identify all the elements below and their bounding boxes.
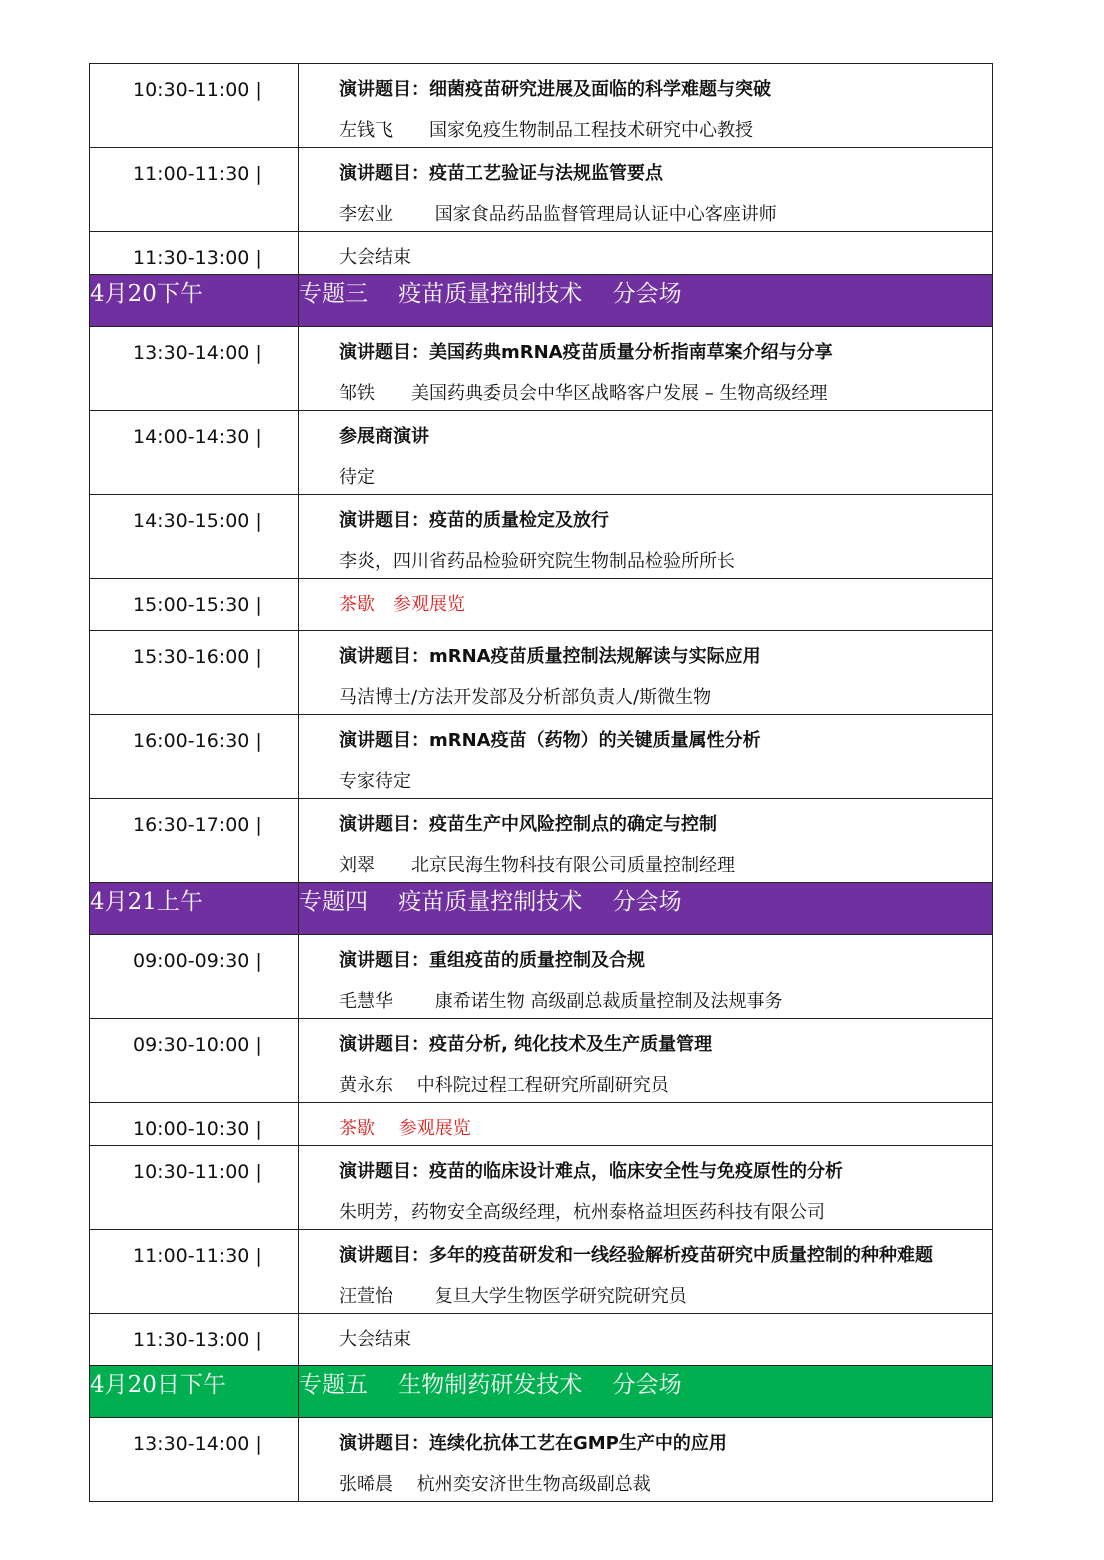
speaker-info: 黄永东 中科院过程工程研究所副研究员 (339, 1075, 669, 1096)
closing-text: 大会结束 (339, 247, 411, 268)
speaker-info: 朱明芳，药物安全高级经理，杭州泰格益坦医药科技有限公司 (339, 1202, 825, 1223)
table-row (90, 1418, 993, 1502)
table-row (90, 1230, 993, 1314)
session-cell (299, 579, 993, 631)
table-row (90, 148, 993, 232)
talk-title: 参展商演讲 (339, 426, 429, 447)
session-cell (299, 1019, 993, 1103)
speaker-info: 邹铁 美国药典委员会中华区战略客户发展 – 生物高级经理 (339, 383, 828, 404)
talk-title: 演讲题目：mRNA疫苗质量控制法规解读与实际应用 (339, 646, 761, 667)
talk-title: 演讲题目：重组疫苗的质量控制及合规 (339, 950, 645, 971)
section-date: 4月20日下午 (90, 1366, 299, 1418)
table-row (90, 1019, 993, 1103)
table-row (90, 327, 993, 411)
time-cell: 15:30-16:00 | (90, 631, 299, 715)
table-row (90, 411, 993, 495)
talk-title: 演讲题目：mRNA疫苗（药物）的关键质量属性分析 (339, 730, 761, 751)
session-cell (299, 495, 993, 579)
time-cell: 13:30-14:00 | (90, 327, 299, 411)
closing-text: 大会结束 (339, 1329, 411, 1350)
break-text: 茶歇 参观展览 (339, 594, 465, 615)
session-cell (299, 631, 993, 715)
session-cell (299, 715, 993, 799)
session-cell (299, 327, 993, 411)
talk-title: 演讲题目：细菌疫苗研究进展及面临的科学难题与突破 (339, 79, 771, 100)
section-header-row (90, 1366, 993, 1418)
table-row (90, 1314, 993, 1366)
speaker-info: 刘翠 北京民海生物科技有限公司质量控制经理 (339, 855, 735, 876)
speaker-info: 马洁博士/方法开发部及分析部负责人/斯微生物 (339, 687, 712, 708)
session-cell (299, 1146, 993, 1230)
section-header-row (90, 275, 993, 327)
speaker-info: 毛慧华 康希诺生物 高级副总裁质量控制及法规事务 (339, 991, 783, 1012)
time-cell: 15:00-15:30 | (90, 579, 299, 631)
time-cell: 14:30-15:00 | (90, 495, 299, 579)
schedule-table (89, 63, 993, 1502)
section-title: 专题五 生物制药研发技术 分会场 (299, 1366, 993, 1418)
talk-title: 演讲题目：疫苗的质量检定及放行 (339, 510, 609, 531)
speaker-info: 专家待定 (339, 771, 411, 792)
time-cell: 11:30-13:00 | (90, 1314, 299, 1366)
table-row (90, 715, 993, 799)
session-cell (299, 411, 993, 495)
break-text: 茶歇 参观展览 (339, 1118, 471, 1139)
time-cell: 14:00-14:30 | (90, 411, 299, 495)
section-date: 4月21上午 (90, 883, 299, 935)
time-cell: 13:30-14:00 | (90, 1418, 299, 1502)
table-row (90, 1146, 993, 1230)
speaker-info: 张晞晨 杭州奕安济世生物高级副总裁 (339, 1474, 651, 1495)
section-date: 4月20下午 (90, 275, 299, 327)
time-cell: 10:30-11:00 | (90, 64, 299, 148)
time-cell: 16:30-17:00 | (90, 799, 299, 883)
session-cell (299, 1418, 993, 1502)
table-row (90, 935, 993, 1019)
time-cell: 09:30-10:00 | (90, 1019, 299, 1103)
time-cell: 16:00-16:30 | (90, 715, 299, 799)
session-cell (299, 148, 993, 232)
time-cell: 11:30-13:00 | (90, 232, 299, 275)
speaker-info: 左钱飞 国家免疫生物制品工程技术研究中心教授 (339, 120, 753, 141)
table-row (90, 579, 993, 631)
section-title: 专题三 疫苗质量控制技术 分会场 (299, 275, 993, 327)
session-cell (299, 799, 993, 883)
talk-title: 演讲题目：多年的疫苗研发和一线经验解析疫苗研究中质量控制的种种难题 (339, 1245, 933, 1266)
time-cell: 10:30-11:00 | (90, 1146, 299, 1230)
table-row (90, 631, 993, 715)
session-cell (299, 1103, 993, 1146)
talk-title: 演讲题目：美国药典mRNA疫苗质量分析指南草案介绍与分享 (339, 342, 833, 363)
speaker-info: 待定 (339, 467, 375, 488)
speaker-info: 李炎，四川省药品检验研究院生物制品检验所所长 (339, 551, 735, 572)
time-cell: 11:00-11:30 | (90, 1230, 299, 1314)
session-cell (299, 1230, 993, 1314)
session-cell (299, 232, 993, 275)
session-cell (299, 935, 993, 1019)
table-row (90, 799, 993, 883)
talk-title: 演讲题目：疫苗的临床设计难点，临床安全性与免疫原性的分析 (339, 1161, 843, 1182)
section-header-row (90, 883, 993, 935)
session-cell (299, 1314, 993, 1366)
table-row (90, 495, 993, 579)
time-cell: 09:00-09:30 | (90, 935, 299, 1019)
time-cell: 11:00-11:30 | (90, 148, 299, 232)
session-cell (299, 64, 993, 148)
table-row (90, 64, 993, 148)
section-title: 专题四 疫苗质量控制技术 分会场 (299, 883, 993, 935)
talk-title: 演讲题目：疫苗工艺验证与法规监管要点 (339, 163, 663, 184)
talk-title: 演讲题目：疫苗分析, 纯化技术及生产质量管理 (339, 1034, 713, 1055)
speaker-info: 汪萱怡 复旦大学生物医学研究院研究员 (339, 1286, 687, 1307)
time-cell: 10:00-10:30 | (90, 1103, 299, 1146)
talk-title: 演讲题目：连续化抗体工艺在GMP生产中的应用 (339, 1433, 727, 1454)
table-row (90, 232, 993, 275)
speaker-info: 李宏业 国家食品药品监督管理局认证中心客座讲师 (339, 204, 777, 225)
talk-title: 演讲题目：疫苗生产中风险控制点的确定与控制 (339, 814, 717, 835)
table-row (90, 1103, 993, 1146)
